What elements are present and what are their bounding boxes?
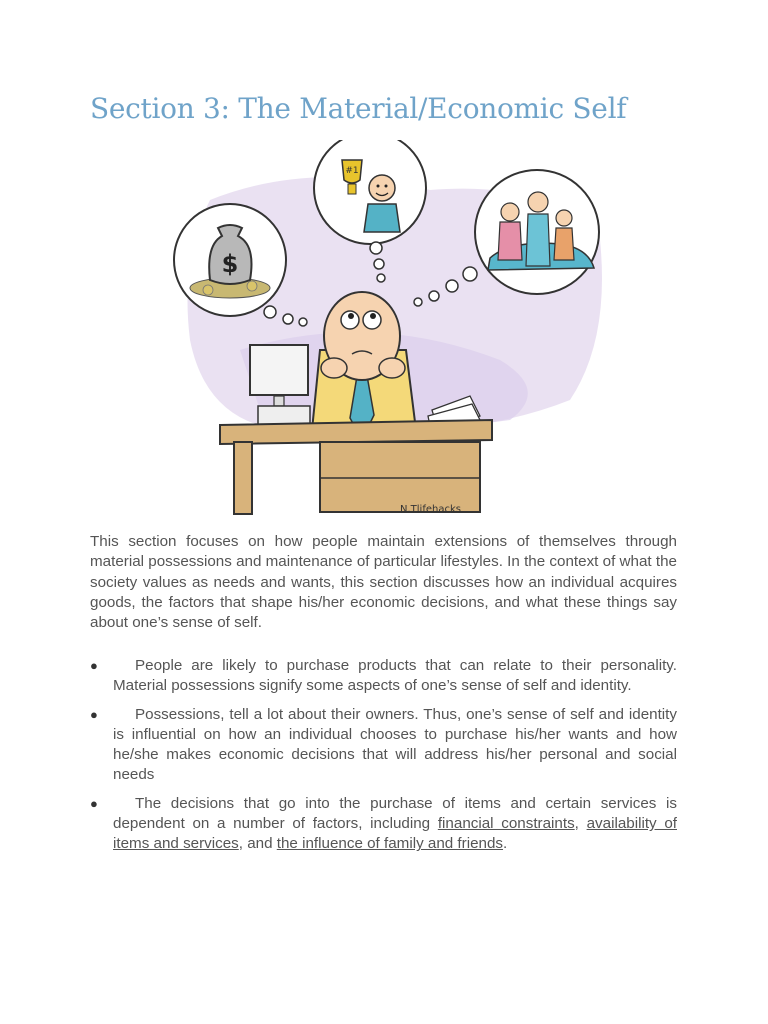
illustration-signature: N.Tlifehacks [400,504,461,515]
bullet-text: Possessions, tell a lot about their owners. Thus, one’s sense of self and identity is influential on how an individual chooses to purchase his/her wants and how he/she makes economic decisions that will address his/her personal and social needs [113,705,677,784]
trophy-label: #1 [345,166,359,176]
desk [220,420,492,514]
link-financial-constraints[interactable]: financial constraints [437,815,575,833]
link-availability-items-services[interactable]: availability of items and services [113,815,677,853]
money-thought-bubble [174,204,286,316]
bullet-icon: ● [90,795,98,811]
dollar-sign: $ [221,250,239,278]
list-item [90,705,677,786]
intro-paragraph: This section focuses on how people maintain extensions of themselves through material possessions and maintenance of particular lifestyles. In the context of what the society values as needs and wants, this section discusses how an individual acquires goods, the factors that shape his/her economic decisions, and what these things say about one’s sense of self. [90,533,677,632]
list-item [90,656,677,697]
section-title: Section 3: The Material/Economic Self [90,92,627,125]
link-influence-family-friends[interactable]: the influence of family and friends [276,835,504,853]
family-thought-bubble [475,170,599,294]
bullet-list [90,656,677,863]
trophy-thought-bubble [314,140,426,244]
bullet-text: People are likely to purchase products that can relate to their personality. Material possessions signify some aspects of one’s sense of self and identity. [113,657,677,695]
bullet-icon: ● [90,658,98,673]
list-item [90,794,677,855]
thinking-man-illustration [170,140,610,515]
bullet-icon: ● [90,706,98,722]
computer-monitor [250,345,310,428]
bullet-text: The decisions that go into the purchase of items and certain services is dependent on a number of factors, including financial constraints, availability of items and services, and the influence of family and friends. [113,794,677,853]
